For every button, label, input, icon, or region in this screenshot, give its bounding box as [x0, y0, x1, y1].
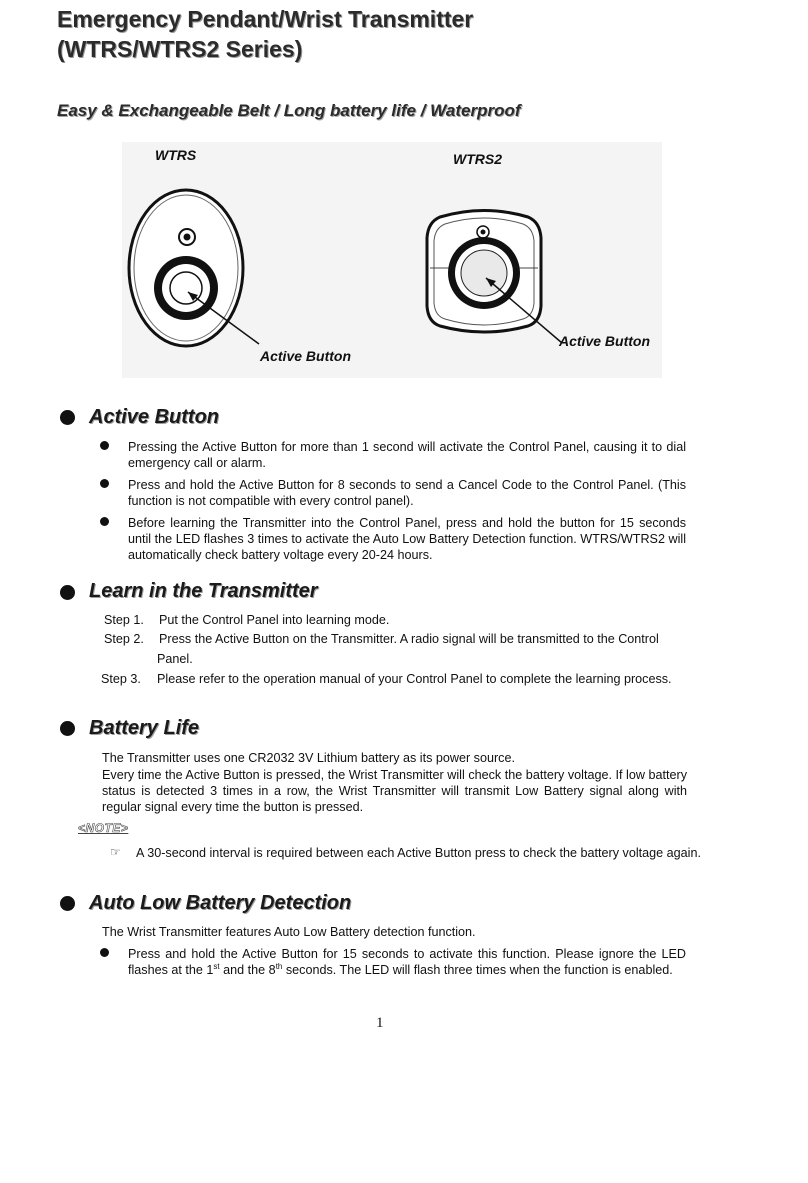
step-3-label: Step 3.: [101, 672, 141, 686]
active-button-bullet-1: Pressing the Active Button for more than 1 second will activate the Control Panel, causing it to dial emergency call or alarm.: [128, 440, 686, 470]
step-3-text: Please refer to the operation manual of your Control Panel to complete the learning process.: [157, 672, 672, 686]
auto-low-bullet-part-2: and the 8: [219, 963, 276, 977]
document-subtitle: Easy & Exchangeable Belt / Long battery life / Waterproof: [57, 101, 521, 120]
product-illustration: [122, 142, 662, 378]
heading-learn: Learn in the Transmitter: [89, 580, 318, 602]
battery-paragraph-1: The Transmitter uses one CR2032 3V Lithium battery as its power source.: [102, 751, 515, 765]
wtrs-model-label: WTRS: [155, 147, 197, 163]
wtrs2-led-core: [481, 230, 486, 235]
section-bullet-auto-low: [60, 896, 75, 911]
superscript-th: th: [275, 961, 283, 971]
superscript-st: st: [213, 961, 220, 971]
wtrs2-model-label: WTRS2: [453, 151, 502, 167]
active-button-bullet-3-dot: [100, 517, 109, 526]
wtrs2-callout-label: Active Button: [559, 333, 650, 349]
heading-battery-life: Battery Life: [89, 717, 200, 739]
title-line-2: (WTRS/WTRS2 Series): [57, 36, 303, 62]
active-button-bullet-2-dot: [100, 479, 109, 488]
note-label: <NOTE>: [78, 821, 129, 835]
step-2-text-line-1: Press the Active Button on the Transmitter. A radio signal will be transmitted to the Control: [159, 632, 659, 646]
step-2-text-line-2: Panel.: [157, 652, 193, 666]
active-button-bullet-3: Before learning the Transmitter into the Control Panel, press and hold the button for 15 seconds until the LED flashes 3 times to activate the Auto Low Battery Detection function. WTRS/WTRS2 will automatically check battery voltage every 20-24 hours.: [128, 516, 686, 562]
page-number: 1: [376, 1015, 384, 1031]
active-button-bullet-1-dot: [100, 441, 109, 450]
section-bullet-learn: [60, 585, 75, 600]
heading-active-button: Active Button: [89, 406, 219, 428]
active-button-bullet-2: Press and hold the Active Button for 8 seconds to send a Cancel Code to the Control Panel. (This function is not compatible with every control panel).: [128, 478, 686, 508]
step-1-label: Step 1.: [104, 613, 144, 627]
auto-low-bullet-dot: [100, 948, 109, 957]
step-1-text: Put the Control Panel into learning mode.: [159, 613, 390, 627]
auto-low-bullet-part-3: seconds. The LED will flash three times when the function is enabled.: [282, 963, 673, 977]
product-figure: [122, 142, 662, 378]
section-bullet-battery: [60, 721, 75, 736]
auto-low-paragraph-1: The Wrist Transmitter features Auto Low Battery detection function.: [102, 925, 476, 939]
title-line-1: Emergency Pendant/Wrist Transmitter: [57, 6, 474, 32]
section-bullet-active-button: [60, 410, 75, 425]
auto-low-bullet: [128, 946, 686, 978]
note-text: A 30-second interval is required between each Active Button press to check the battery voltage again.: [136, 846, 701, 860]
pointing-hand-icon: ☞: [110, 845, 121, 859]
battery-paragraph-2: Every time the Active Button is pressed, the Wrist Transmitter will check the battery voltage. If low battery status is detected 3 times in a row, the Wrist Transmitter will transmit Low Battery signal along with regular signal every time the button is pressed.: [102, 768, 687, 814]
heading-auto-low-battery: Auto Low Battery Detection: [89, 892, 352, 914]
document-title: [57, 4, 473, 64]
step-2-label: Step 2.: [104, 632, 144, 646]
auto-low-bullet-part-1: Press and hold the Active Button for 15 seconds to activate this function. Please ignore the LED flashes at the 1: [128, 947, 686, 977]
wtrs-callout-label: Active Button: [260, 348, 351, 364]
wtrs-led-core: [184, 234, 191, 241]
